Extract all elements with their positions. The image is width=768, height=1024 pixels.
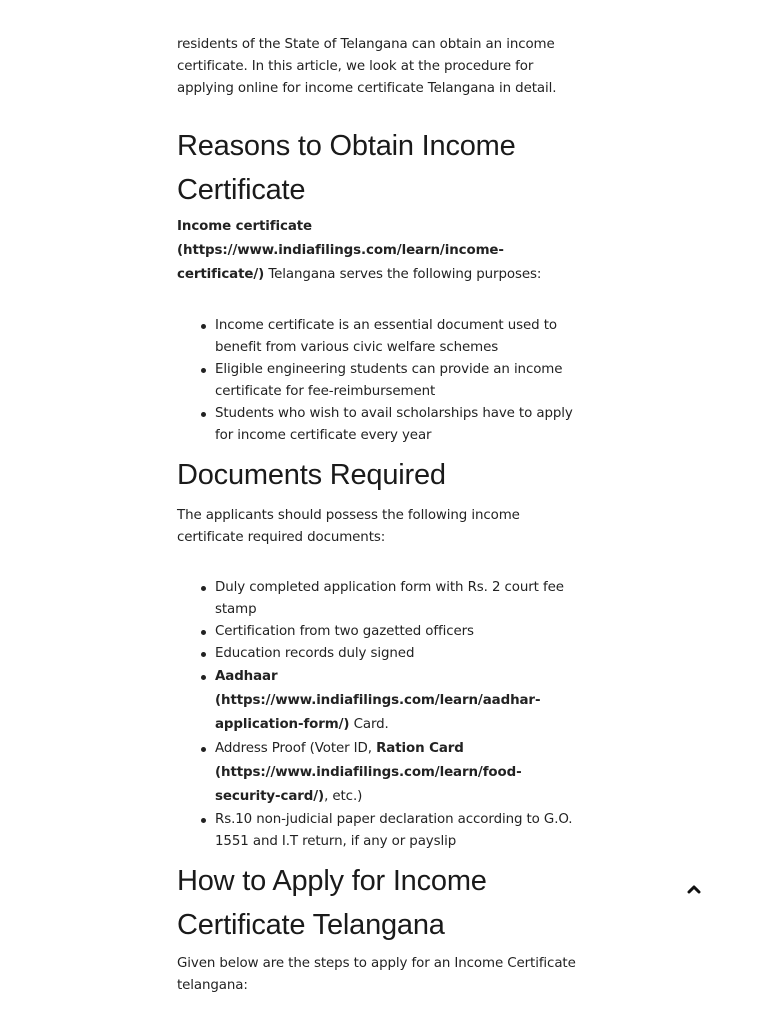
- chevron-up-icon: [683, 878, 705, 900]
- list-item-aadhaar: [215, 665, 587, 737]
- list-item: Certification from two gazetted officers: [215, 621, 587, 643]
- reasons-list: [177, 315, 587, 447]
- documents-paragraph: The applicants should possess the following income certificate required documents:: [177, 508, 520, 545]
- scroll-to-top-button[interactable]: [683, 878, 705, 900]
- list-item-address-proof: [215, 737, 587, 809]
- list-item: Students who wish to avail scholarships have to apply for income certificate every year: [215, 403, 587, 447]
- reasons-paragraph: [177, 215, 587, 287]
- ration-card-link[interactable]: Ration Card (https://www.indiafilings.com/learn/food-security-card/): [215, 741, 522, 804]
- list-item: Income certificate is an essential document used to benefit from various civic welfare schemes: [215, 315, 587, 359]
- list-item: Eligible engineering students can provide an income certificate for fee-reimbursement: [215, 359, 587, 403]
- address-after-text: , etc.): [324, 789, 363, 804]
- heading-documents: Documents Required: [177, 459, 446, 491]
- heading-how-to-apply: How to Apply for Income Certificate Telangana: [177, 865, 487, 941]
- intro-paragraph: residents of the State of Telangana can obtain an income certificate. In this article, we look at the procedure for applying online for income certificate Telangana in detail.: [177, 37, 557, 96]
- list-item: Rs.10 non-judicial paper declaration according to G.O. 1551 and I.T return, if any or payslip: [215, 809, 587, 853]
- aadhaar-after-text: Card.: [349, 717, 389, 732]
- reasons-paragraph-text: Telangana serves the following purposes:: [264, 267, 542, 282]
- documents-list: [177, 577, 587, 853]
- list-item: Duly completed application form with Rs. 2 court fee stamp: [215, 577, 587, 621]
- aadhaar-link[interactable]: Aadhaar (https://www.indiafilings.com/learn/aadhar-application-form/): [215, 669, 541, 732]
- address-before-text: Address Proof (Voter ID,: [215, 741, 377, 756]
- income-certificate-link[interactable]: Income certificate (https://www.indiafilings.com/learn/income-certificate/): [177, 219, 504, 282]
- list-item: Education records duly signed: [215, 643, 587, 665]
- heading-reasons: Reasons to Obtain Income Certificate: [177, 130, 516, 206]
- apply-paragraph: Given below are the steps to apply for an Income Certificate telangana:: [177, 956, 576, 993]
- article-content: [177, 34, 587, 997]
